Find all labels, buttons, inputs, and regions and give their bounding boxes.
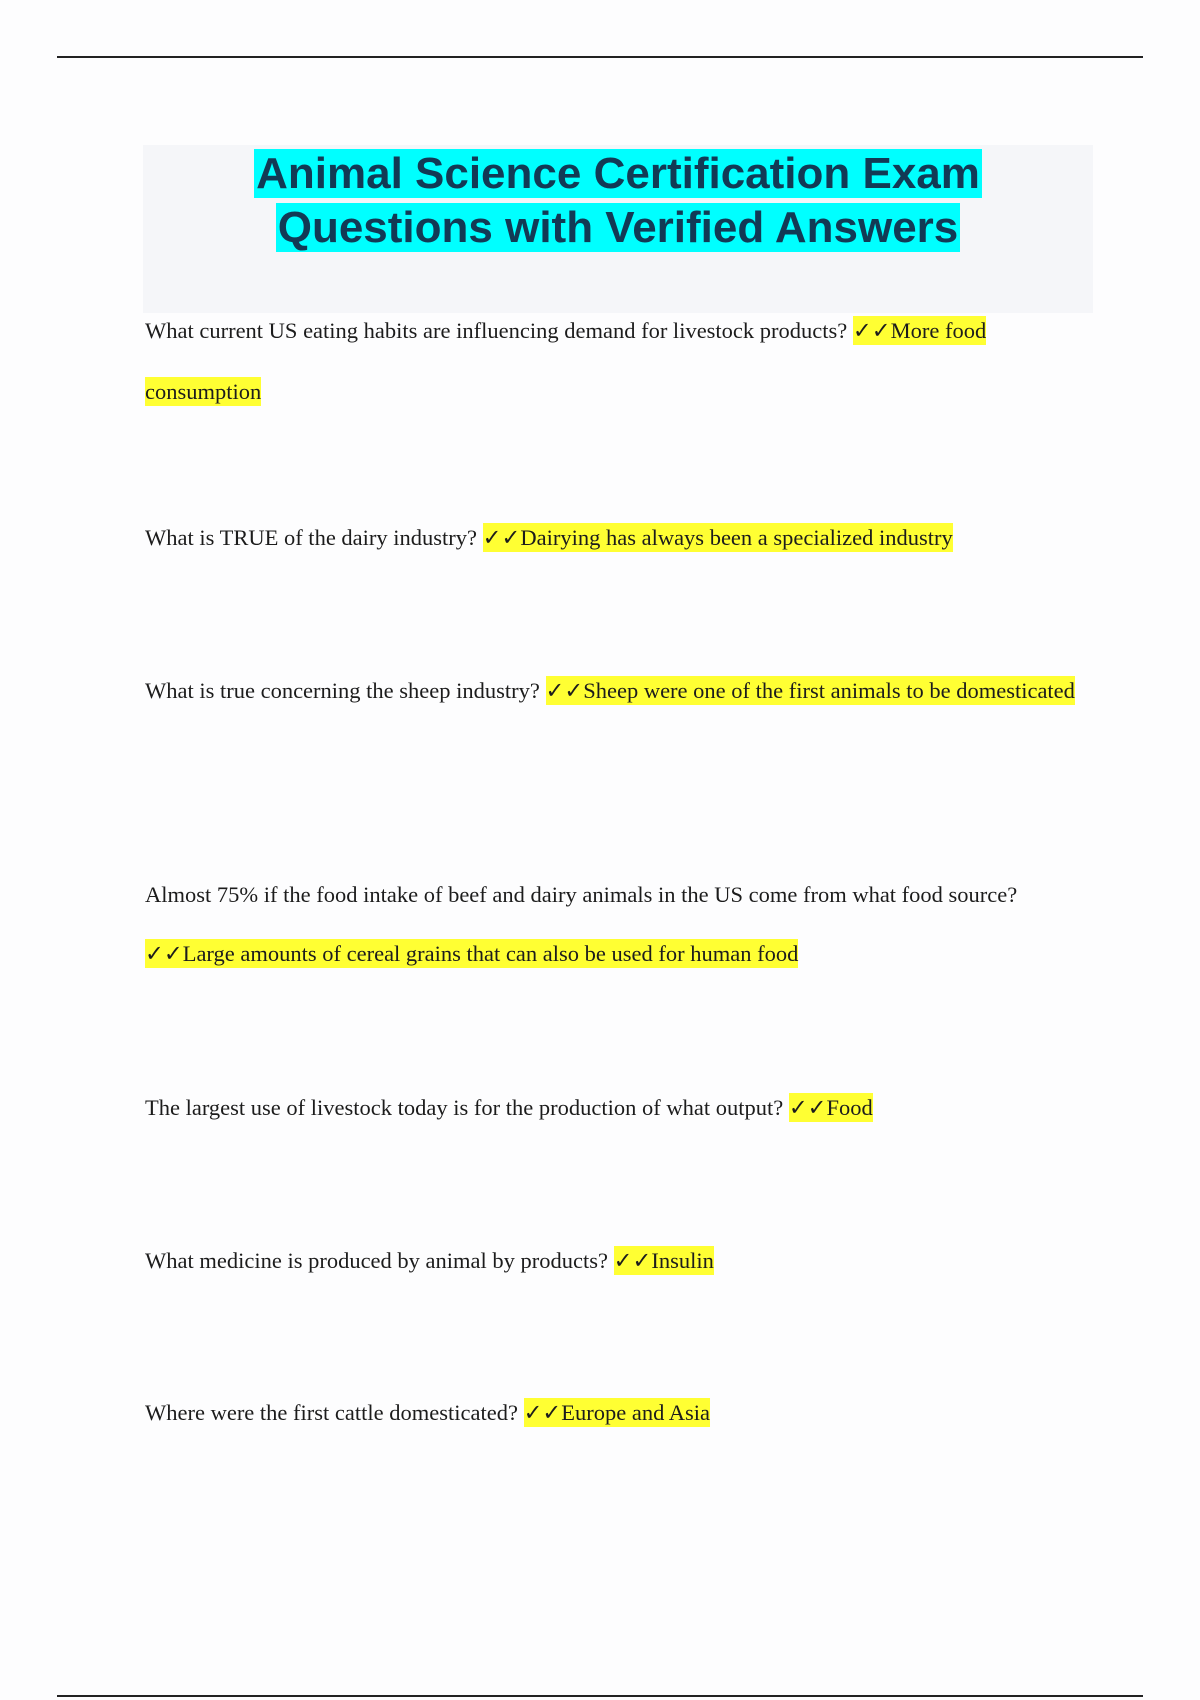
answer-text: ✓✓Food <box>788 1095 873 1120</box>
qa-item <box>145 660 1090 721</box>
answer-text: ✓✓Dairying has always been a specialized industry <box>482 525 953 550</box>
qa-item <box>145 1077 1090 1138</box>
title-line-2: Questions with Verified Answers <box>277 203 959 252</box>
answer-text: ✓✓More food consumption <box>145 318 987 404</box>
question-text: Almost 75% if the food intake of beef and dairy animals in the US come from what food source? <box>145 882 1018 907</box>
answer-text: ✓✓Sheep were one of the first animals to be domesticated <box>545 678 1075 703</box>
question-text: What current US eating habits are influencing demand for livestock products? <box>145 318 848 343</box>
qa-item <box>145 865 1090 983</box>
top-rule <box>57 56 1143 58</box>
question-text: What is true concerning the sheep industry? <box>145 678 540 703</box>
bottom-rule <box>57 1695 1143 1697</box>
document-title <box>143 145 1093 313</box>
answer-text: ✓✓Europe and Asia <box>523 1400 710 1425</box>
answer-text: ✓✓Insulin <box>613 1248 714 1273</box>
qa-item <box>145 1230 1090 1291</box>
title-line-1: Animal Science Certification Exam <box>256 149 980 198</box>
qa-item <box>145 1382 1090 1443</box>
answer-text: ✓✓Large amounts of cereal grains that can also be used for human food <box>145 941 799 966</box>
qa-item <box>145 507 1090 568</box>
question-text: Where were the first cattle domesticated? <box>145 1400 518 1425</box>
qa-item <box>145 300 1090 422</box>
question-text: What medicine is produced by animal by products? <box>145 1248 608 1273</box>
question-text: The largest use of livestock today is for the production of what output? <box>145 1095 784 1120</box>
question-text: What is TRUE of the dairy industry? <box>145 525 478 550</box>
